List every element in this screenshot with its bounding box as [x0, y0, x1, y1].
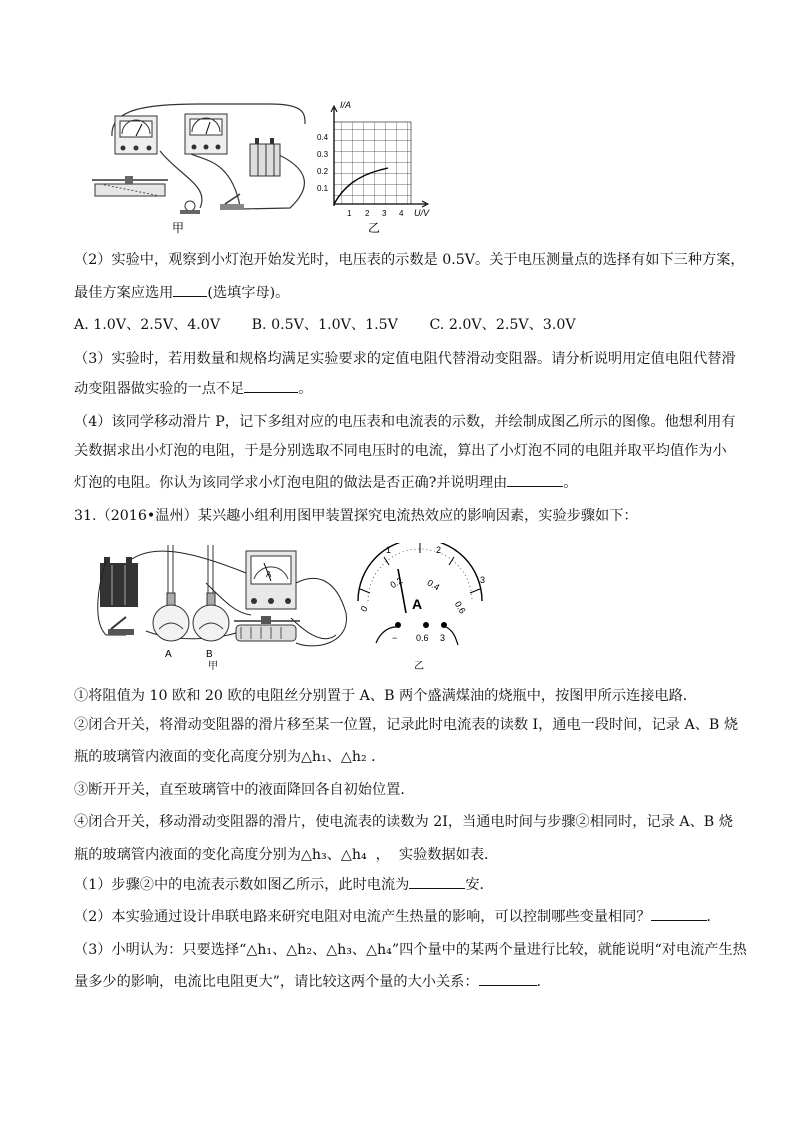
step-1: ①将阻值为 10 欧和 20 欧的电阻丝分别置于 A、B 两个盛满煤油的烧瓶中，按图甲所示连接电路．: [74, 688, 697, 704]
flask-b: [193, 545, 229, 660]
flask-a: [153, 545, 189, 660]
y-axis-label: I/A: [340, 100, 352, 110]
switch: [108, 617, 134, 635]
q2-line-2: [74, 284, 289, 302]
sub-question-1-prompt: （1）步骤②中的电流表示数如图乙所示，此时电流为: [74, 877, 410, 893]
scale-bottom-label: 0.4: [425, 577, 442, 593]
scale-bottom-label: 0.6: [452, 599, 468, 616]
step-3: ③断开开关，直至玻璃管中的液面降回各自初始位置．: [74, 782, 415, 798]
step-4-line-1: ④闭合开关，移动滑动变阻器的滑片，使电流表的读数为 2I，当通电时间与步骤②相同时，记录 A、B 烧: [74, 814, 733, 830]
q3-line-2: [74, 380, 312, 398]
sub-question-2: [74, 908, 721, 926]
sub-question-2-prompt: （2）本实验通过设计串联电路来研究电阻对电流产生热量的影响，可以控制哪些变量相同？: [74, 909, 651, 925]
q3-line-1: （3）实验时，若用数量和规格均满足实验要求的定值电阻代替滑动变阻器。请分析说明用定值电阻代替滑: [74, 351, 736, 367]
q2-prompt: 最佳方案应选用: [74, 285, 174, 301]
x-tick: 3: [382, 209, 387, 218]
iu-graph: [317, 100, 430, 235]
y-tick: 0.4: [317, 133, 329, 142]
terminal-label: 3: [440, 633, 446, 643]
q3-prompt: 动变阻器做实验的一点不足: [74, 381, 245, 397]
figure-1: [90, 96, 440, 236]
svg-text:A: A: [266, 570, 272, 579]
q31-header: 31.（2016•温州）某兴趣小组利用图甲装置探究电流热效应的影响因素，实验步骤如下：: [74, 508, 638, 524]
step-4-line-2: 瓶的玻璃管内液面的变化高度分别为△h₃、△h₄ ， 实验数据如表．: [74, 847, 499, 863]
sub-question-1: [74, 876, 494, 894]
y-tick: 0.3: [317, 150, 329, 159]
y-tick: 0.2: [317, 167, 329, 176]
rheostat: [234, 616, 300, 641]
q4-suffix: 。: [563, 475, 578, 491]
scale-top-label: 1: [386, 545, 392, 555]
figure-1-caption-yi: 乙: [368, 221, 381, 235]
flask-a-label: A: [165, 649, 172, 660]
sub-question-1-blank[interactable]: [409, 876, 465, 889]
ammeter: [246, 551, 296, 609]
sub-question-3-line-1: （3）小明认为：只要选择“△h₁、△h₂、△h₃、△h₄”四个量中的某两个量进行比较，就能说明“对电流产生热: [74, 942, 747, 958]
circuit-wire: [185, 151, 240, 206]
q3-suffix: 。: [298, 381, 313, 397]
ammeter: [115, 116, 157, 154]
figure-2: [96, 543, 496, 673]
q4-line-2: 关数据求出小灯泡的电阻，于是分别选取不同电压时的电流，算出了小灯泡不同的电阻并取平均值作为小: [74, 443, 727, 459]
terminal-label: −: [392, 633, 398, 643]
battery-pack: [250, 138, 280, 176]
sub-question-3-blank[interactable]: [479, 973, 537, 986]
x-tick: 4: [399, 209, 404, 218]
q3-answer-blank[interactable]: [244, 380, 298, 393]
sub-question-3-line-2: [74, 973, 551, 991]
rheostat: [92, 176, 168, 196]
sub-question-3-prompt: 量多少的影响，电流比电阻更大”，请比较这两个量的大小关系：: [74, 974, 479, 990]
figure-2-caption-yi: 乙: [414, 661, 424, 672]
x-tick: 2: [365, 209, 370, 218]
meter-unit: A: [412, 596, 423, 612]
lamp-and-switch: [180, 194, 244, 214]
figure-2-caption-jia: 甲: [208, 661, 218, 672]
q2-answer-blank[interactable]: [173, 284, 207, 297]
flask-b-label: B: [206, 649, 213, 660]
q4-answer-blank[interactable]: [507, 474, 563, 487]
sub-question-2-suffix: ．: [706, 909, 721, 925]
step-2-line-2: 瓶的玻璃管内液面的变化高度分别为△h₁、△h₂ ．: [74, 749, 386, 765]
x-tick: 1: [347, 209, 352, 218]
figure-1-caption-jia: 甲: [172, 221, 185, 235]
scale-top-label: 2: [436, 545, 442, 555]
q2-line-1: （2）实验中，观察到小灯泡开始发光时，电压表的示数是 0.5V。关于电压测量点的选择有如下三种方案，: [74, 252, 745, 268]
q4-line-3: [74, 474, 577, 492]
sub-question-2-blank[interactable]: [651, 908, 707, 921]
sub-question-1-suffix: 安．: [465, 877, 494, 893]
q4-prompt: 灯泡的电阻。你认为该同学求小灯泡电阻的做法是否正确?并说明理由: [74, 475, 508, 491]
q4-line-1: （4）该同学移动滑片 P，记下多组对应的电压表和电流表的示数，并绘制成图乙所示的图像。他想利用有: [74, 414, 736, 430]
scale-bottom-label: 0.2: [388, 575, 405, 591]
ammeter-dial: [358, 543, 485, 672]
battery-pack: [100, 557, 138, 607]
terminal-label: 0.6: [416, 633, 429, 643]
q2-options: A. 1.0V、2.5V、4.0V B. 0.5V、1.0V、1.5V C. 2.0V、2.5V、3.0V: [74, 317, 576, 333]
scale-bottom-label: 0: [358, 604, 370, 614]
step-2-line-1: ②闭合开关，将滑动变阻器的滑片移至某一位置，记录此时电流表的读数 I，通电一段时间，记录 A、B 烧: [74, 717, 739, 733]
x-axis-label: U/V: [414, 208, 430, 218]
sub-question-3-suffix: ．: [536, 974, 551, 990]
circuit-wire: [132, 551, 246, 573]
y-tick: 0.1: [317, 184, 329, 193]
circuit-wire: [296, 578, 346, 645]
scale-upper-end: 3: [480, 575, 486, 585]
voltmeter: [185, 114, 227, 154]
q2-suffix: (选填字母)。: [207, 285, 290, 301]
